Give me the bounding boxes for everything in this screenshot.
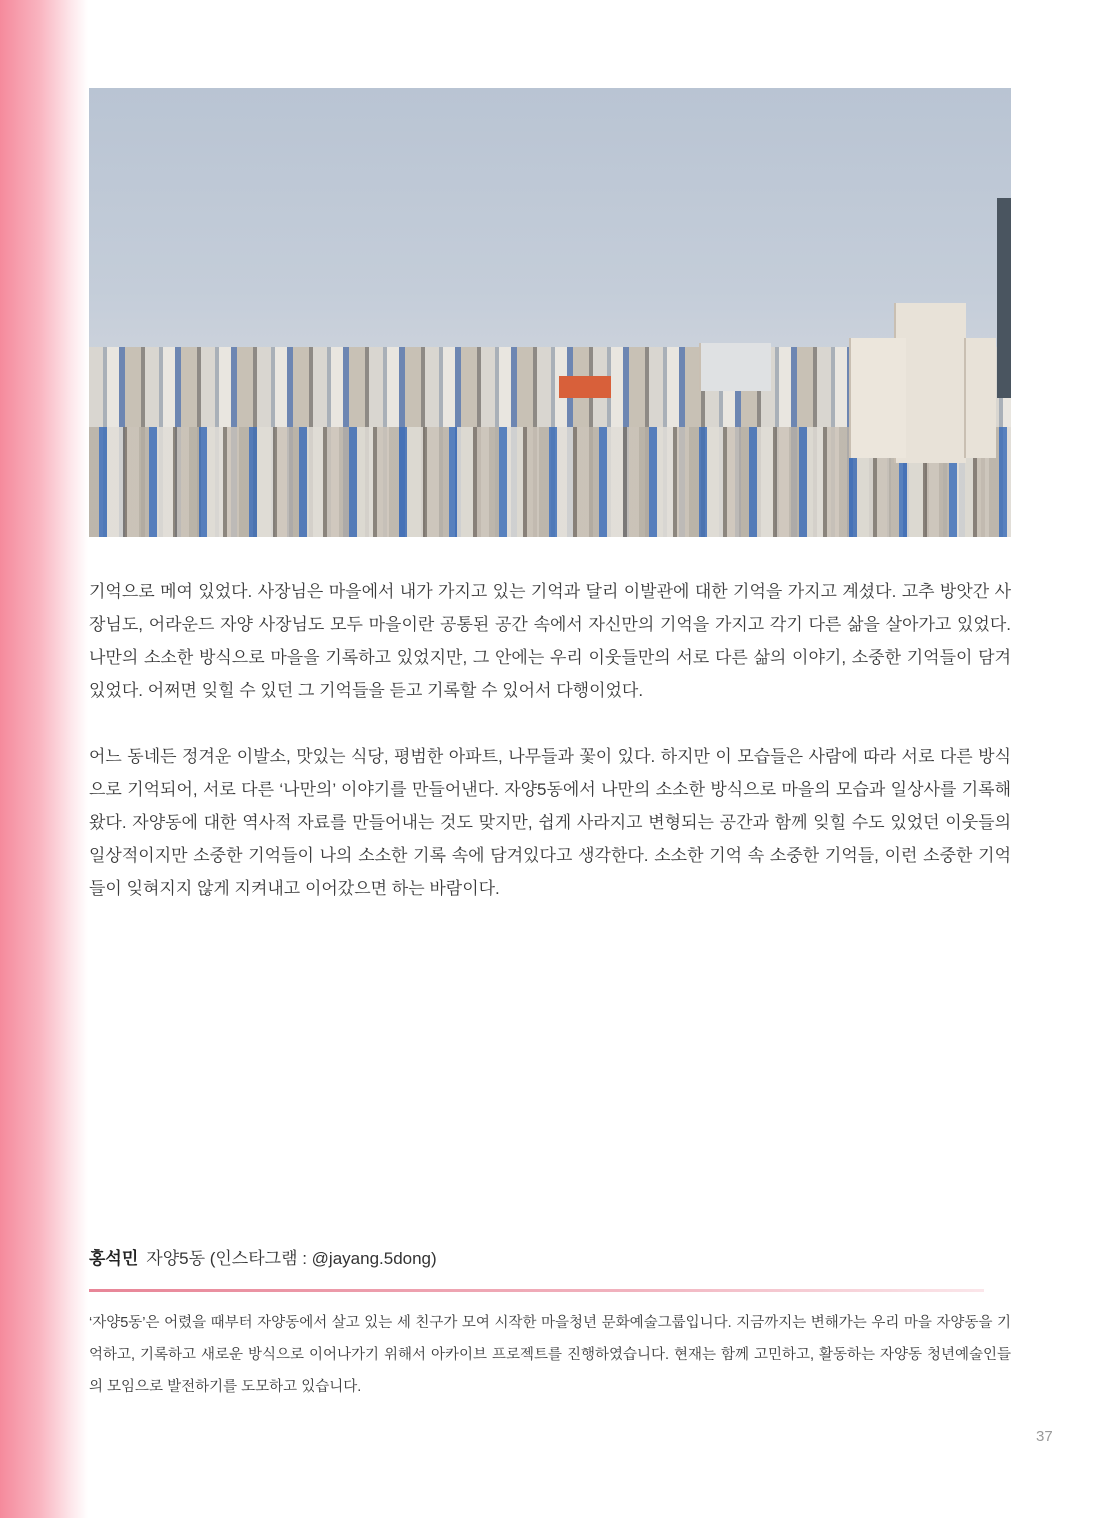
body-paragraph: 어느 동네든 정겨운 이발소, 맛있는 식당, 평범한 아파트, 나무들과 꽃이 있다. 하지만 이 모습들은 사람에 따라 서로 다른 방식으로 기억되어, 서로 다른 ‘나만의’ 이야기를 만들어낸다. 자양5동에서 나만의 소소한 방식으로 마을의 모습과 일상사를 기록해왔다. 자양동에 대한 역사적 자료를 만들어내는 것도 맞지만, 쉽게 사라지고 변형되는 공간과 함께 잊힐 수도 있었던 이웃들의 일상적이지만 소중한 기억들이 나의 소소한 기록 속에 담겨있다고 생각한다. 소소한 기억 속 소중한 기억들, 이런 소중한 기억들이 잊혀지지 않게 지켜내고 이어갔으면 하는 바람이다. (89, 747, 1011, 898)
page-number: 37 (1036, 1428, 1053, 1445)
author-line (89, 1244, 437, 1269)
divider (89, 1289, 984, 1292)
author-name: 홍석민 (89, 1249, 139, 1268)
photo-building (699, 343, 771, 391)
decorative-side-strip (0, 0, 88, 1518)
author-affiliation: 자양5동 (인스타그램 : @jayang.5dong) (146, 1249, 437, 1268)
body-paragraph: 기억으로 메여 있었다. 사장님은 마을에서 내가 가지고 있는 기억과 달리 이발관에 대한 기억을 가지고 계셨다. 고추 방앗간 사장님도, 어라운드 자양 사장님도 모두 마을이란 공통된 공간 속에서 자신만의 기억을 가지고 각기 다른 삶을 살아가고 있었다. 나만의 소소한 방식으로 마을을 기록하고 있었지만, 그 안에는 우리 이웃들만의 서로 다른 삶의 이야기, 소중한 기억들이 담겨있었다. 어쩌면 잊힐 수 있던 그 기억들을 듣고 기록할 수 있어서 다행이었다. (89, 582, 1011, 700)
photo-orange-building (559, 376, 611, 398)
photo-apartment-tower (964, 338, 996, 458)
photo-dark-tower (997, 198, 1011, 398)
cityscape-photo (89, 88, 1011, 537)
photo-apartment-tower (849, 338, 906, 458)
author-bio: ‘자양5동’은 어렸을 때부터 자양동에서 살고 있는 세 친구가 모여 시작한 마을청년 문화예술그룹입니다. 지금까지는 변해가는 우리 마을 자양동을 기억하고, 기록하고 새로운 방식으로 이어나가기 위해서 아카이브 프로젝트를 진행하였습니다. 현재는 함께 고민하고, 활동하는 자양동 청년예술인들의 모임으로 발전하기를 도모하고 있습니다. (89, 1315, 1011, 1395)
